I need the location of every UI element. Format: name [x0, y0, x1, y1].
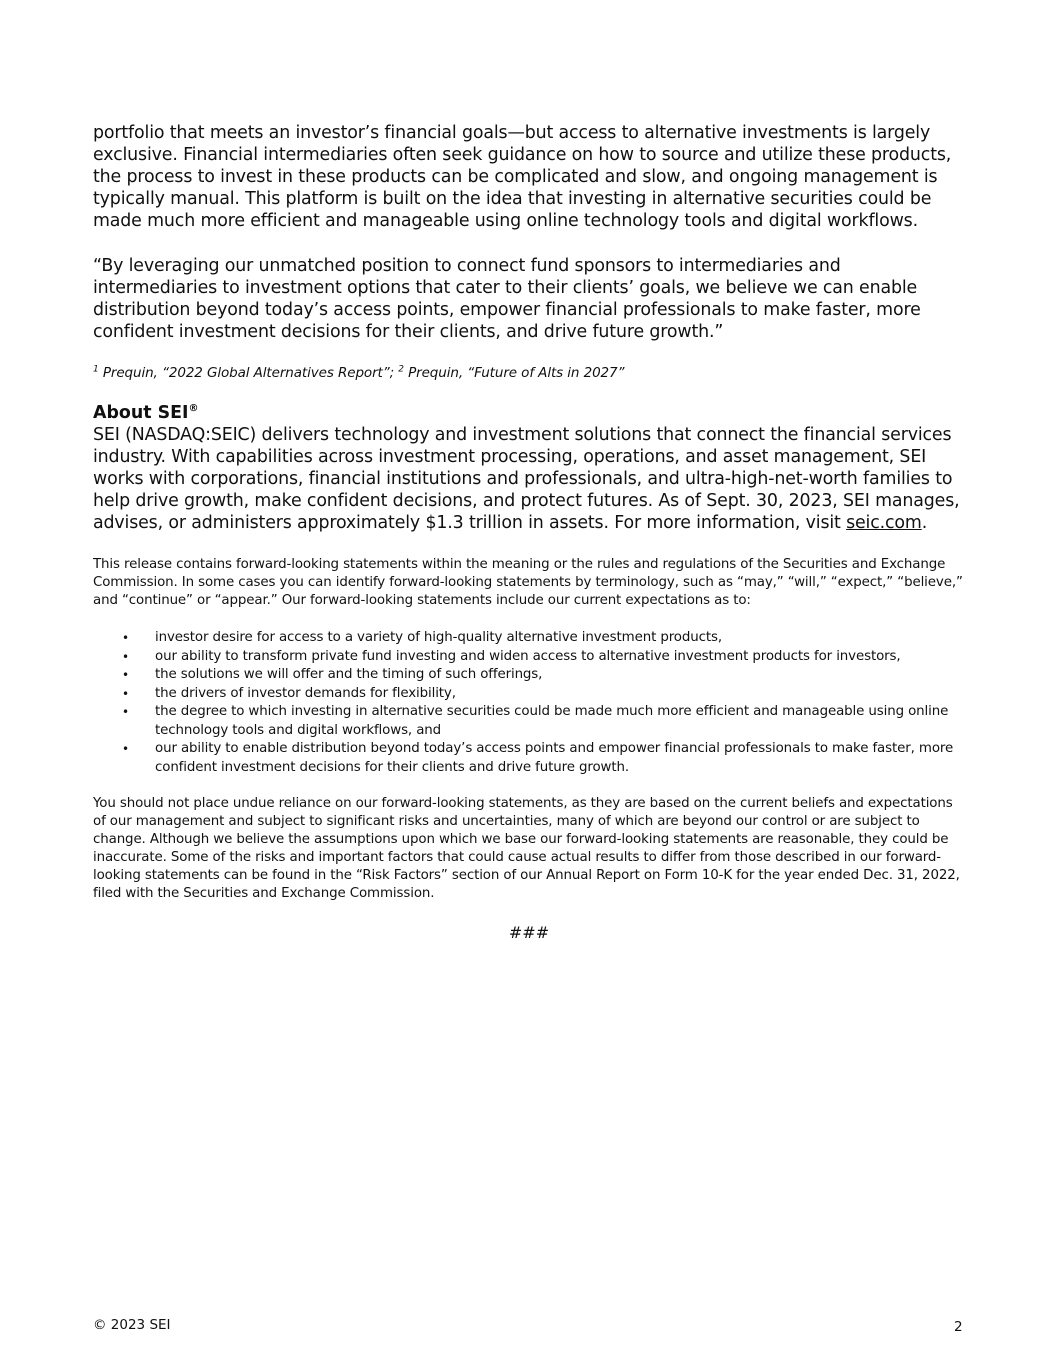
footnote-marker-2: 2 [398, 364, 404, 375]
bullet-icon: • [122, 668, 129, 682]
bullet-icon: • [122, 631, 129, 645]
page-number: 2 [954, 1319, 963, 1335]
about-heading-text: About SEI [93, 403, 189, 423]
about-heading [93, 402, 965, 424]
bullet-icon: • [122, 705, 129, 719]
end-marker: ### [508, 923, 550, 942]
bullet-icon: • [122, 649, 129, 664]
about-end: . [921, 513, 928, 533]
list-item [93, 629, 965, 648]
registered-mark: ® [188, 403, 199, 415]
forward-looking-list [93, 629, 965, 777]
list-item-text: investor desire for access to a variety of high-quality alternative investment products, [155, 630, 722, 645]
footer-copyright: © 2023 SEI [93, 1317, 171, 1333]
footnotes [93, 364, 965, 382]
bullet-icon: • [122, 686, 129, 701]
bullet-icon: • [122, 742, 129, 756]
list-item [93, 740, 965, 777]
list-item [93, 685, 965, 704]
list-item [93, 703, 965, 740]
list-item [93, 666, 965, 685]
forward-looking-intro: This release contains forward-looking statements within the meaning or the rules and regulations of the Securities and Exchange Commission. In some cases you can identify forward-looking statements by terminology, such as “may,” “will,” “expect,” “believe,” and “continue” or “appear.” Our forward-looking statements include our current expectations as to: [93, 557, 963, 608]
list-item-text: the drivers of investor demands for flexibility, [155, 685, 456, 701]
quote-paragraph: “By leveraging our unmatched position to connect fund sponsors to intermediaries and intermediaries to investment options that cater to their clients’ goals, we believe we can enable distribution beyond today’s access points, empower financial professionals to make faster, more confident investment decisions for their clients, and drive future growth.” [93, 256, 921, 342]
list-item [93, 648, 965, 667]
seic-link[interactable]: seic.com [846, 513, 922, 533]
list-item-text: our ability to transform private fund investing and widen access to alternative investment products for investors, [155, 648, 901, 664]
document-page [93, 122, 965, 943]
footnote-marker-1: 1 [93, 364, 99, 375]
list-item-text: our ability to enable distribution beyond today’s access points and empower financial professionals to make faster, more confident investment decisions for their clients and drive future growth. [155, 741, 954, 775]
footnote-text-2: Prequin, “Future of Alts in 2027” [403, 365, 625, 381]
list-item-text: the degree to which investing in alternative securities could be made much more efficient and manageable using online technology tools and digital workflows, and [155, 704, 949, 738]
about-paragraph [93, 424, 965, 534]
footnote-text-1: Prequin, “2022 Global Alternatives Report”; [98, 365, 399, 381]
about-text: SEI (NASDAQ:SEIC) delivers technology and investment solutions that connect the financial services industry. With capabilities across investment processing, operations, and asset management, SEI works with corporations, financial institutions and professionals, and ultra-high-net-worth families to help drive growth, make confident decisions, and protect futures. As of Sept. 30, 2023, SEI manages, advises, or administers approximately $1.3 trillion in assets. For more information, visit [93, 425, 960, 533]
list-item-text: the solutions we will offer and the timing of such offerings, [155, 667, 543, 682]
reliance-paragraph: You should not place undue reliance on our forward-looking statements, as they are based on the current beliefs and expectations of our management and subject to significant risks and uncertainties, many of which are beyond our control or are subject to change. Although we believe the assumptions upon which we base our forward-looking statements are reasonable, they could be inaccurate. Some of the risks and important factors that could cause actual results to differ from those described in our forward-looking statements can be found in the “Risk Factors” section of our Annual Report on Form 10-K for the year ended Dec. 31, 2022, filed with the Securities and Exchange Commission. [93, 796, 960, 901]
intro-paragraph: portfolio that meets an investor’s financial goals—but access to alternative investments is largely exclusive. Financial intermediaries often seek guidance on how to source and utilize these products, the process to invest in these products can be complicated and slow, and ongoing management is typically manual. This platform is built on the idea that investing in alternative securities could be made much more efficient and manageable using online technology tools and digital workflows. [93, 123, 952, 231]
